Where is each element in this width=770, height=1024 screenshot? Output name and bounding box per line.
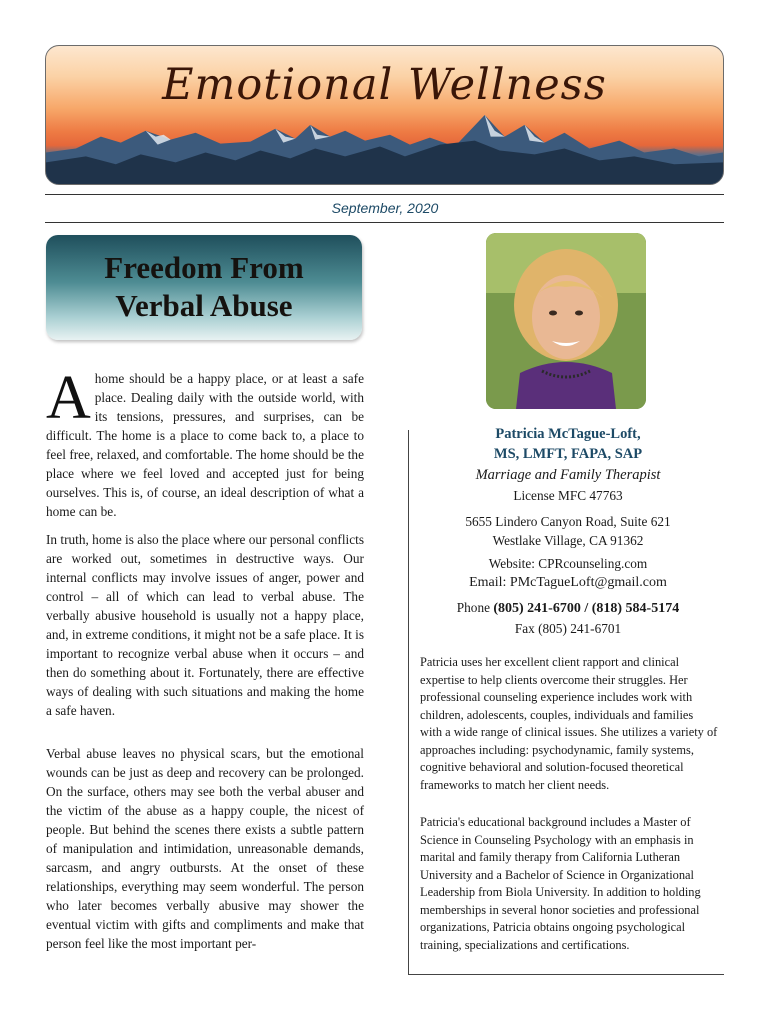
name-line-1: Patricia McTague-Loft, xyxy=(495,426,641,442)
header-rule-top xyxy=(45,194,724,195)
website-link[interactable]: Website: CPRcounseling.com xyxy=(488,556,648,571)
bio-paragraph-2 xyxy=(420,814,718,954)
bio-1-text: Patricia uses her excellent client rapport and clinical expertise to help clients overcome their struggles. Her professional counseling experience includes work with children, adolescents, couples, individuals and families with a wide range of clinical issues. She utilizes a variety of approaches including: psychodynamic, family systems, cognitive behavioral and solution-focused theoretical frameworks to match her client needs. xyxy=(420,655,718,792)
phone-values[interactable]: (805) 241-6700 / (818) 584-5174 xyxy=(493,601,680,616)
sidebar-border-bottom xyxy=(408,974,724,975)
masthead-banner xyxy=(45,45,724,185)
therapist-portrait xyxy=(486,233,646,409)
paragraph-1-text: home should be a happy place, or at least a safe place. Dealing daily with the outside world, with its tensions, pressures, and surprises, can be difficult. The home is a place to come back to, a place to feel free, relaxed, and comfortable. The home should be the place where we feel loved and accepted just for being ourselves. This is, of course, an ideal description of what a home can be. xyxy=(46,371,364,519)
therapist-title: Marriage and Family Therapist xyxy=(475,467,661,483)
drop-cap: A xyxy=(46,364,91,432)
license-number: License MFC 47763 xyxy=(513,488,623,503)
therapist-name xyxy=(413,424,723,464)
office-address xyxy=(413,512,723,550)
phone-label: Phone xyxy=(456,600,491,615)
issue-date: September, 2020 xyxy=(331,200,439,216)
email-link[interactable]: Email: PMcTagueLoft@gmail.com xyxy=(469,575,667,590)
headline-line-1: Freedom From xyxy=(104,250,304,285)
paragraph-2-text: In truth, home is also the place where our personal conflicts are worked out, sometimes in destructive ways. Our internal conflicts may involve issues of anger, power and control – all of which can lead to verbal abuse. The verbally abusive household is usually not a happy place, and, in extreme conditions, it might not be a safe place. It is important to recognize verbal abuse when it occurs – and then do something about it. Fortunately, there are effective ways of dealing with such situations and making the home a safe haven. xyxy=(46,532,364,718)
address-line-2: Westlake Village, CA 91362 xyxy=(492,533,644,548)
headline-line-2: Verbal Abuse xyxy=(115,288,293,323)
name-line-2: MS, LMFT, FAPA, SAP xyxy=(493,446,643,462)
address-line-1: 5655 Lindero Canyon Road, Suite 621 xyxy=(465,514,671,529)
portrait-illustration xyxy=(486,233,646,409)
phone-numbers xyxy=(413,600,723,617)
bio-2-text: Patricia's educational background includes a Master of Science in Counseling Psychology with an emphasis in marital and family therapy from California Lutheran University and a Bachelor of Science in Organizational Leadership from Biola University. In addition to holding memberships in several honor societies and professional organizations, Patricia obtains ongoing psychological training, specializations and certifications. xyxy=(420,815,701,952)
newsletter-title: Emotional Wellness xyxy=(162,60,607,110)
article-paragraph-3 xyxy=(46,744,364,953)
header-rule-bottom xyxy=(45,222,724,223)
paragraph-3-text: Verbal abuse leaves no physical scars, but the emotional wounds can be just as deep and recovery can be prolonged. On the surface, others may see both the verbal abuser and the victim of the abuse as a happy couple, the nicest of people. But behind the scenes there exists a subtle pattern of manipulation and intimidation, unreasonable demands, sarcasm, and angry outbursts. At the onset of these relationships, everything may seem wonderful. The person who later becomes verbally abusive may shower the eventual victim with gifts and compliments and make that person feel like the most important per- xyxy=(46,746,364,951)
sidebar-border-left xyxy=(408,430,409,975)
bio-paragraph-1 xyxy=(420,654,718,794)
article-headline xyxy=(46,235,362,340)
fax-number: Fax (805) 241-6701 xyxy=(514,621,622,636)
article-paragraph-1 xyxy=(46,364,364,521)
article-paragraph-2 xyxy=(46,530,364,720)
